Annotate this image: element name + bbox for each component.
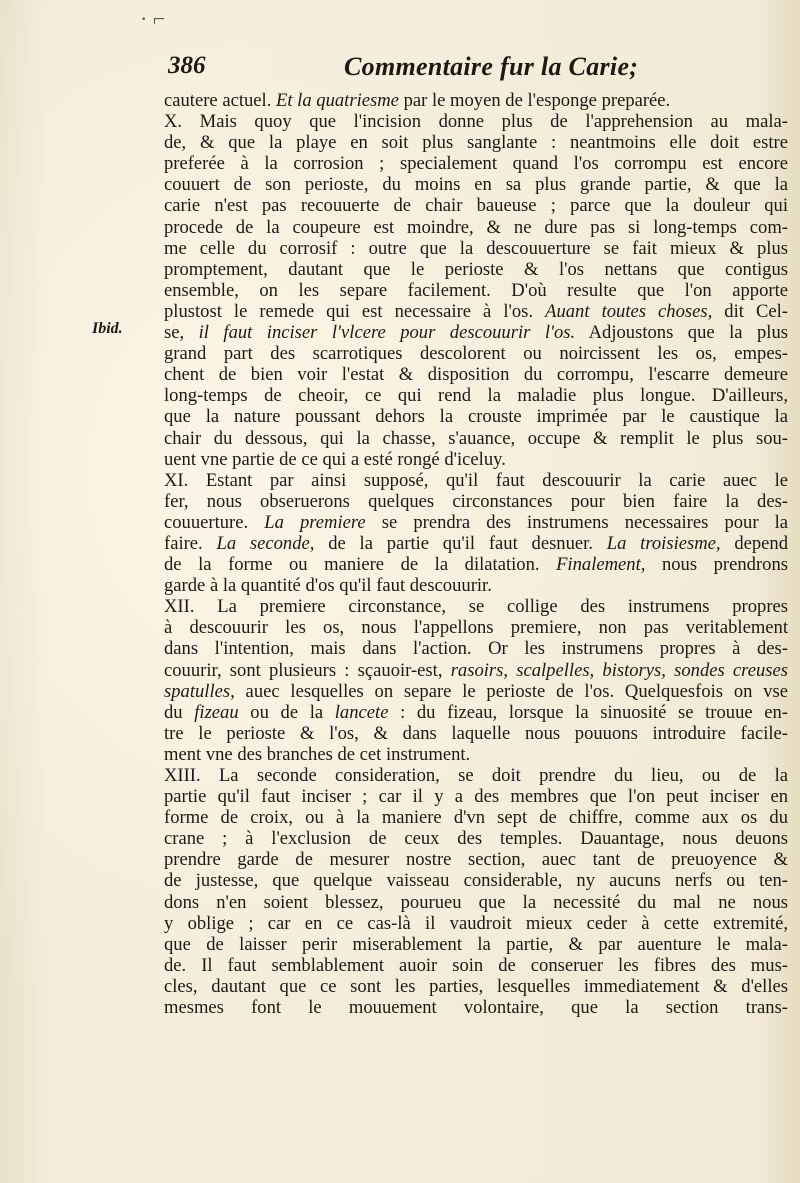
text-line [164,575,788,596]
text-run: que la nature poussant dehors la crouste imprimée par le caustique la [164,406,788,428]
text-run: couuert de son perioste, du moins en sa plus grande partie, & que la [164,174,788,196]
italic-text: Et la quatriesme [276,90,399,111]
text-line [164,385,788,406]
text-line [164,238,788,259]
text-line [164,217,788,238]
paragraph [164,596,788,765]
text-line [164,174,788,195]
text-run: preferée à la corrosion ; specialement quand l'os corrompu est encore [164,153,788,175]
text-run: plustost le remede qui est necessaire à l'os. [164,300,546,322]
text-line [164,765,788,786]
text-run: uent vne partie de ce qui a esté rongé d'iceluy. [164,448,506,470]
text-line [164,596,788,617]
text-run: forme de croix, ou à la maniere d'vn sept de chiffre, comme aux os du [164,807,788,829]
text-run: couuerture. [164,511,265,533]
text-run: chent de bien voir l'estat & disposition du corrompu, l'escarre demeure [164,364,788,386]
text-run: à descouurir les os, nous l'appellons premiere, non pas veritablement [164,617,788,639]
text-run: couurir, sont plusieurs : sçauoir-est, [164,659,451,681]
text-run: tre le perioste & l'os, & dans laquelle nous pouuons introduire facile- [164,722,788,744]
text-run: depend [720,532,788,554]
text-run: ou de la [238,701,335,723]
page-marks: · ⌐ [140,6,166,31]
text-run: par le moyen de l'esponge preparée. [398,90,671,111]
text-run: carie n'est pas recouuerte de chair baueuse ; parce que la douleur qui [164,195,788,217]
text-line [164,449,788,470]
text-run: grand part des scarrotiques descolorent ou noircissent les os, empes- [164,343,788,365]
text-run: du [164,701,195,723]
text-run: Adjoustons que la plus [575,322,788,344]
text-line [164,976,788,997]
text-line [164,512,788,533]
italic-text: Auant toutes choses, [545,300,713,322]
running-head [168,52,668,92]
text-line [164,892,788,913]
text-line [164,364,788,385]
text-line [164,428,788,449]
text-run: partie qu'il faut inciser ; car il y a des membres que l'on peut inciser en [164,786,788,808]
text-run: promptement, dautant que le perioste & l'os nettans que contigus [164,258,788,280]
text-line [164,322,788,343]
text-line [164,913,788,934]
text-line [164,491,788,512]
text-line [164,259,788,280]
text-line [164,870,788,891]
text-run: mesmes font le mouuement volontaire, que la section trans- [164,997,788,1019]
text-run: : du fizeau, lorsque la sinuosité se trouue en- [388,701,788,723]
text-run: faire. [164,532,217,554]
text-run: garde à la quantité d'os qu'il faut descouurir. [164,575,492,597]
text-line [164,681,788,702]
paragraph [164,470,788,597]
italic-text: La seconde, [216,532,315,554]
text-line [164,744,788,765]
text-line [164,280,788,301]
text-run: dans l'intention, mais dans l'action. Or les instrumens propres à des- [164,638,788,660]
text-line [164,533,788,554]
text-line [164,997,788,1018]
text-run: X. Mais quoy que l'incision donne plus de l'apprehension au mala- [164,111,788,133]
italic-text: lancete [334,701,389,723]
text-line [164,617,788,638]
text-line [164,111,788,132]
text-run: dit Cel- [712,300,788,322]
text-run: de. Il faut semblablement auoir soin de conseruer les fibres des mus- [164,954,788,976]
text-run: se, [164,322,199,344]
text-run: se prendra des instrumens necessaires pour la [365,511,788,533]
text-run: chair du dessous, qui la chasse, s'auance, occupe & remplit le plus sou- [164,427,788,449]
text-line [164,849,788,870]
text-line [164,828,788,849]
text-run: de, & que la playe en soit plus sanglante : neantmoins elle doit estre [164,132,788,154]
text-run: ensemble, on les separe facilement. D'où resulte que l'on apporte [164,279,788,301]
text-run: procede de la coupeure est moindre, & ne dure pas si long-temps com- [164,216,788,238]
italic-text: La troisiesme, [606,532,721,554]
text-run: ment vne des branches de cet instrument. [164,743,471,765]
paragraph [164,765,788,1018]
text-run: de la partie qu'il faut desnuer. [314,532,607,554]
text-run: que de laisser perir miserablement la partie, & par auenture le mala- [164,933,788,955]
text-line [164,786,788,807]
page-number: 386 [168,52,206,79]
text-run: dons n'en soient blessez, pourueu que la necessité du mal ne nous [164,891,788,913]
text-run: auec lesquelles on separe le perioste de l'os. Quelquesfois on vse [234,680,788,702]
text-run: cles, dautant que ce sont les parties, lesquelles immediatement & d'elles [164,975,788,997]
italic-text: Finalement, [556,554,646,576]
text-line [164,470,788,491]
paragraph [164,90,788,111]
text-run: crane ; à l'exclusion de ceux des temples. Dauantage, nous deuons [164,828,788,850]
text-run: cautere actuel. [164,90,276,111]
text-line [164,955,788,976]
text-run: XII. La premiere circonstance, se collige des instrumens propres [164,596,788,618]
text-line [164,343,788,364]
text-run: de justesse, que quelque vaisseau considerable, ny aucuns nerfs ou ten- [164,870,788,892]
italic-text: il faut inciser l'vlcere pour descouurir l'os. [198,322,576,344]
text-line [164,934,788,955]
text-line [164,807,788,828]
text-line [164,723,788,744]
text-run: prendre garde de mesurer nostre section, auec tant de preuoyence & [164,849,788,871]
text-line [164,195,788,216]
text-line [164,554,788,575]
text-run: XI. Estant par ainsi supposé, qu'il faut descouurir la carie auec le [164,469,788,491]
text-line [164,702,788,723]
text-line [164,301,788,322]
paragraph [164,111,788,470]
italic-text: spatulles, [164,680,235,702]
text-line [164,90,788,111]
text-run: XIII. La seconde consideration, se doit prendre du lieu, ou de la [164,765,788,786]
running-title: Commentaire fur la Carie; [344,52,639,81]
text-run: nous prendrons [645,554,788,576]
body-text [164,90,788,1018]
margin-note: Ibid. [92,320,123,337]
text-line [164,660,788,681]
text-line [164,153,788,174]
italic-text: La premiere [264,511,366,533]
text-line [164,132,788,153]
text-run: fer, nous obseruerons quelques circonstances pour bien faire la des- [164,490,788,512]
text-line [164,406,788,427]
text-run: de la forme ou maniere de la dilatation. [164,554,557,576]
text-run: y oblige ; car en ce cas-là il vaudroit mieux ceder à cette extremité, [164,912,788,934]
italic-text: rasoirs, scalpelles, bistorys, sondes creuses [450,659,788,681]
text-line [164,638,788,659]
italic-text: fizeau [194,701,239,723]
text-run: me celle du corrosif : outre que la descouuerture se fait mieux & plus [164,237,788,259]
text-run: long-temps de cheoir, ce qui rend la maladie plus longue. D'ailleurs, [164,385,788,407]
